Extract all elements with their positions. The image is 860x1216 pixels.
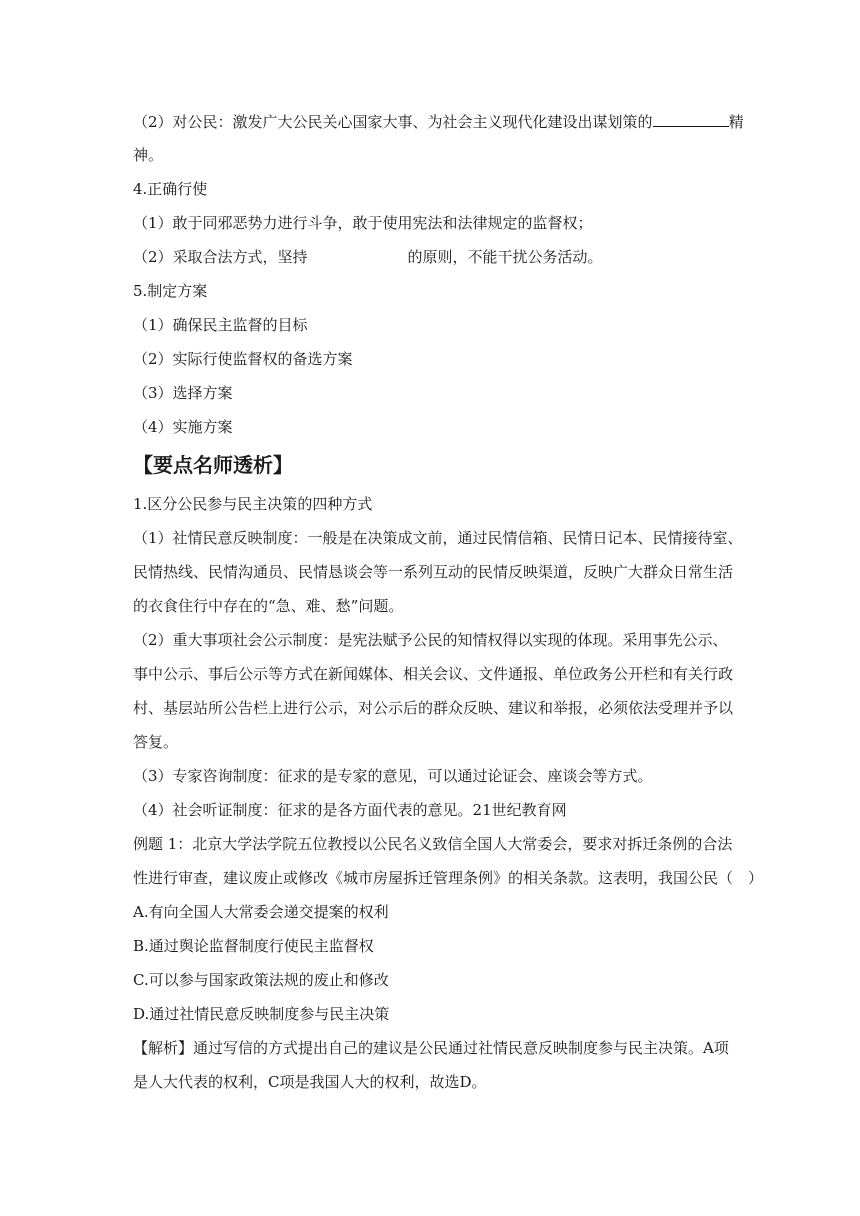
subsection-title: 1.区分公民参与民主决策的四种方式	[133, 495, 373, 513]
option-c: C.可以参与国家政策法规的废止和修改	[133, 971, 389, 989]
option-d: D.通过社情民意反映制度参与民主决策	[133, 1005, 390, 1023]
section-heading: 【要点名师透析】	[133, 453, 293, 477]
text-line: （3）选择方案	[133, 384, 233, 402]
paragraph-line: （4）社会听证制度：征求的是各方面代表的意见。21世纪教育网	[133, 801, 567, 819]
text-segment: （2）采取合法方式，坚持	[133, 248, 308, 266]
text-segment: 的原则，不能干扰公务活动。	[407, 248, 603, 266]
section-title: 4.正确行使	[133, 180, 208, 198]
text-line: （2）实际行使监督权的备选方案	[133, 350, 353, 368]
text-segment: 精	[728, 113, 744, 131]
paragraph-line: （1）社情民意反映制度：一般是在决策成文前，通过民情信箱、民情日记本、民情接待室、	[133, 529, 743, 547]
text-line: （1）敢于同邪恶势力进行斗争，敢于使用宪法和法律规定的监督权；	[133, 214, 593, 232]
paragraph-line: 答复。	[133, 733, 179, 751]
paragraph-line: 事中公示、事后公示等方式在新闻媒体、相关会议、文件通报、单位政务公开栏和有关行政	[133, 665, 734, 683]
question-line: 性进行审查，建议废止或修改《城市房屋拆迁管理条例》的相关条款。这表明，我国公民（ ）	[133, 869, 764, 887]
section-title: 5.制定方案	[133, 282, 208, 300]
text-line	[133, 247, 603, 267]
paragraph-line: 村、基层站所公告栏上进行公示，对公示后的群众反映、建议和举报，必须依法受理并予以	[133, 699, 734, 717]
option-a: A.有向全国人大常委会递交提案的权利	[133, 903, 389, 921]
text-segment: （2）对公民：激发广大公民关心国家大事、为社会主义现代化建设出谋划策的	[133, 113, 653, 131]
text-line	[133, 112, 744, 132]
option-b: B.通过舆论监督制度行使民主监督权	[133, 937, 374, 955]
paragraph-line: （2）重大事项社会公示制度：是宪法赋予公民的知情权得以实现的体现。采用事先公示、	[133, 631, 728, 649]
paragraph-line: 的衣食住行中存在的“急、难、愁”问题。	[133, 597, 404, 615]
text-line: （1）确保民主监督的目标	[133, 316, 308, 334]
text-line: 神。	[133, 146, 164, 164]
answer-explanation: 【解析】通过写信的方式提出自己的建议是公民通过社情民意反映制度参与民主决策。A项	[133, 1039, 729, 1057]
paragraph-line: 民情热线、民情沟通员、民情恳谈会等一系列互动的民情反映渠道，反映广大群众日常生活	[133, 563, 734, 581]
paragraph-line: （3）专家咨询制度：征求的是专家的意见，可以通过论证会、座谈会等方式。	[133, 767, 653, 785]
question-line: 例题 1：北京大学法学院五位教授以公民名义致信全国人大常委会，要求对拆迁条例的合法	[133, 835, 733, 853]
text-line: （4）实施方案	[133, 418, 233, 436]
fill-in-blank	[653, 112, 729, 127]
answer-explanation: 是人大代表的权利，C项是我国人大的权利，故选D。	[133, 1073, 487, 1091]
